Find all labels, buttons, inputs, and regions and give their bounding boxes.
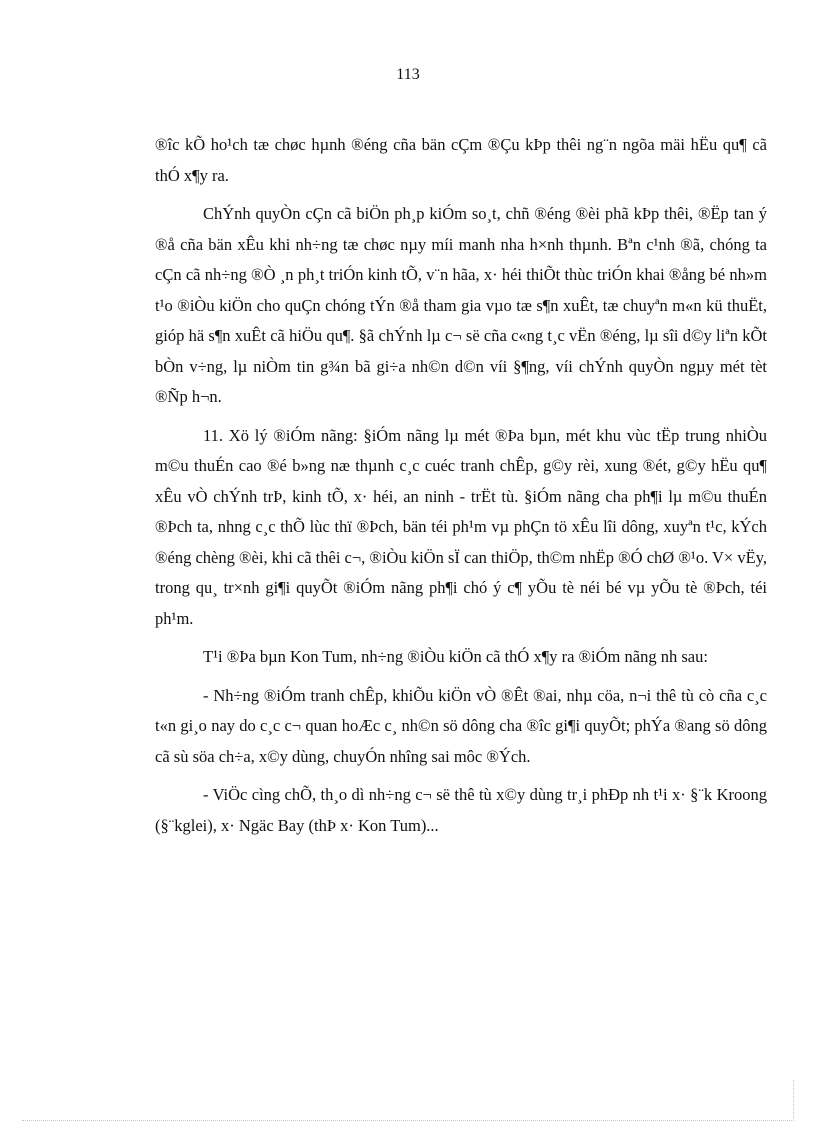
paragraph-authority-measures: ChÝnh quyÒn cÇn cã biÖn ph¸p kiÓm so¸t, chñ ®éng ®èi phã kÞp thêi, ®Ëp tan ý ®å cña bän xÊu khi nh÷ng tæ chøc nµy míi manh nha h×nh thµnh. Bªn c¹nh ®ã, chóng ta cÇn cã nh÷ng ®Ò ¸n ph¸t triÓn kinh tÕ, v¨n hãa, x· héi thiÕt thùc triÓn khai ®ång bé nh»m t¹o ®iÒu kiÖn cho quÇn chóng tÝn ®å tham gia vµo tæ s¶n xuÊt, tæ chuyªn m«n kü thuËt, gióp hä s¶n xuÊt cã hiÖu qu¶. §ã chÝnh lµ c¬ së cña c«ng t¸c vËn ®éng, lµ sîi d©y liªn kÕt bÒn v÷ng, lµ niÒm tin g¾n bã gi÷a nh©n d©n víi §¶ng, víi chÝnh quyÒn ngµy mét tèt ®Ñp h¬n.: [155, 204, 767, 406]
document-body: [155, 130, 767, 849]
page-number: 113: [396, 66, 420, 83]
paragraph-hotspot-handling: 11. Xö lý ®iÓm nãng: §iÓm nãng lµ mét ®Þa bµn, mét khu vùc tËp trung nhiÒu m©u thuÉn cao ®é b»ng næ thµnh c¸c cuéc tranh chÊp, g©y rèi, xung ®ét, g©y hËu qu¶ xÊu vÒ chÝnh trÞ, kinh tÕ, x· héi, an ninh - trËt tù. §iÓm nãng cha ph¶i lµ m©u thuÉn ®Þch ta, nhng c¸c thÕ lùc thï ®Þch, bän téi ph¹m vµ phÇn tö xÊu lîi dông, xuyªn t¹c, kÝch ®éng chèng ®èi, khi cã thêi c¬, ®iÒu kiÖn sÏ can thiÖp, th©m nhËp ®Ó chØ ®¹o. V× vËy, trong qu¸ tr×nh gi¶i quyÕt ®iÓm nãng ph¶i chó ý c¶ yÕu tè néi bé vµ yÕu tè ®Þch, téi ph¹m.: [155, 425, 767, 628]
paragraph-continued: ®îc kÕ ho¹ch tæ chøc hµnh ®éng cña bän cÇm ®Çu kÞp thêi ng¨n ngõa mäi hËu qu¶ cã thÓ x¶y ra.: [155, 135, 767, 185]
list-item-demolition: - ViÖc cìng chÕ, th¸o dì nh÷ng c¬ së thê tù x©y dùng tr¸i phÐp nh t¹i x· §¨k Kroong (§¨kglei), x· Ngäc Bay (thÞ x· Kon Tum)...: [155, 785, 767, 835]
list-item-land-disputes: - Nh÷ng ®iÓm tranh chÊp, khiÕu kiÖn vÒ ®Êt ®ai, nhµ cöa, n¬i thê tù cò cña c¸c t«n gi¸o nay do c¸c c¬ quan hoÆc c¸ nh©n sö dông cha ®îc gi¶i quyÕt; phÝa ®ang sö dông cã sù söa ch÷a, x©y dùng, chuyÓn nhîng sai môc ®Ých.: [155, 685, 767, 766]
page-border-bottom: [22, 1120, 794, 1121]
paragraph-kontum-intro: T¹i ®Þa bµn Kon Tum, nh÷ng ®iÒu kiÖn cã thÓ x¶y ra ®iÓm nãng nh sau:: [203, 647, 708, 666]
page-border-right: [793, 1080, 794, 1121]
